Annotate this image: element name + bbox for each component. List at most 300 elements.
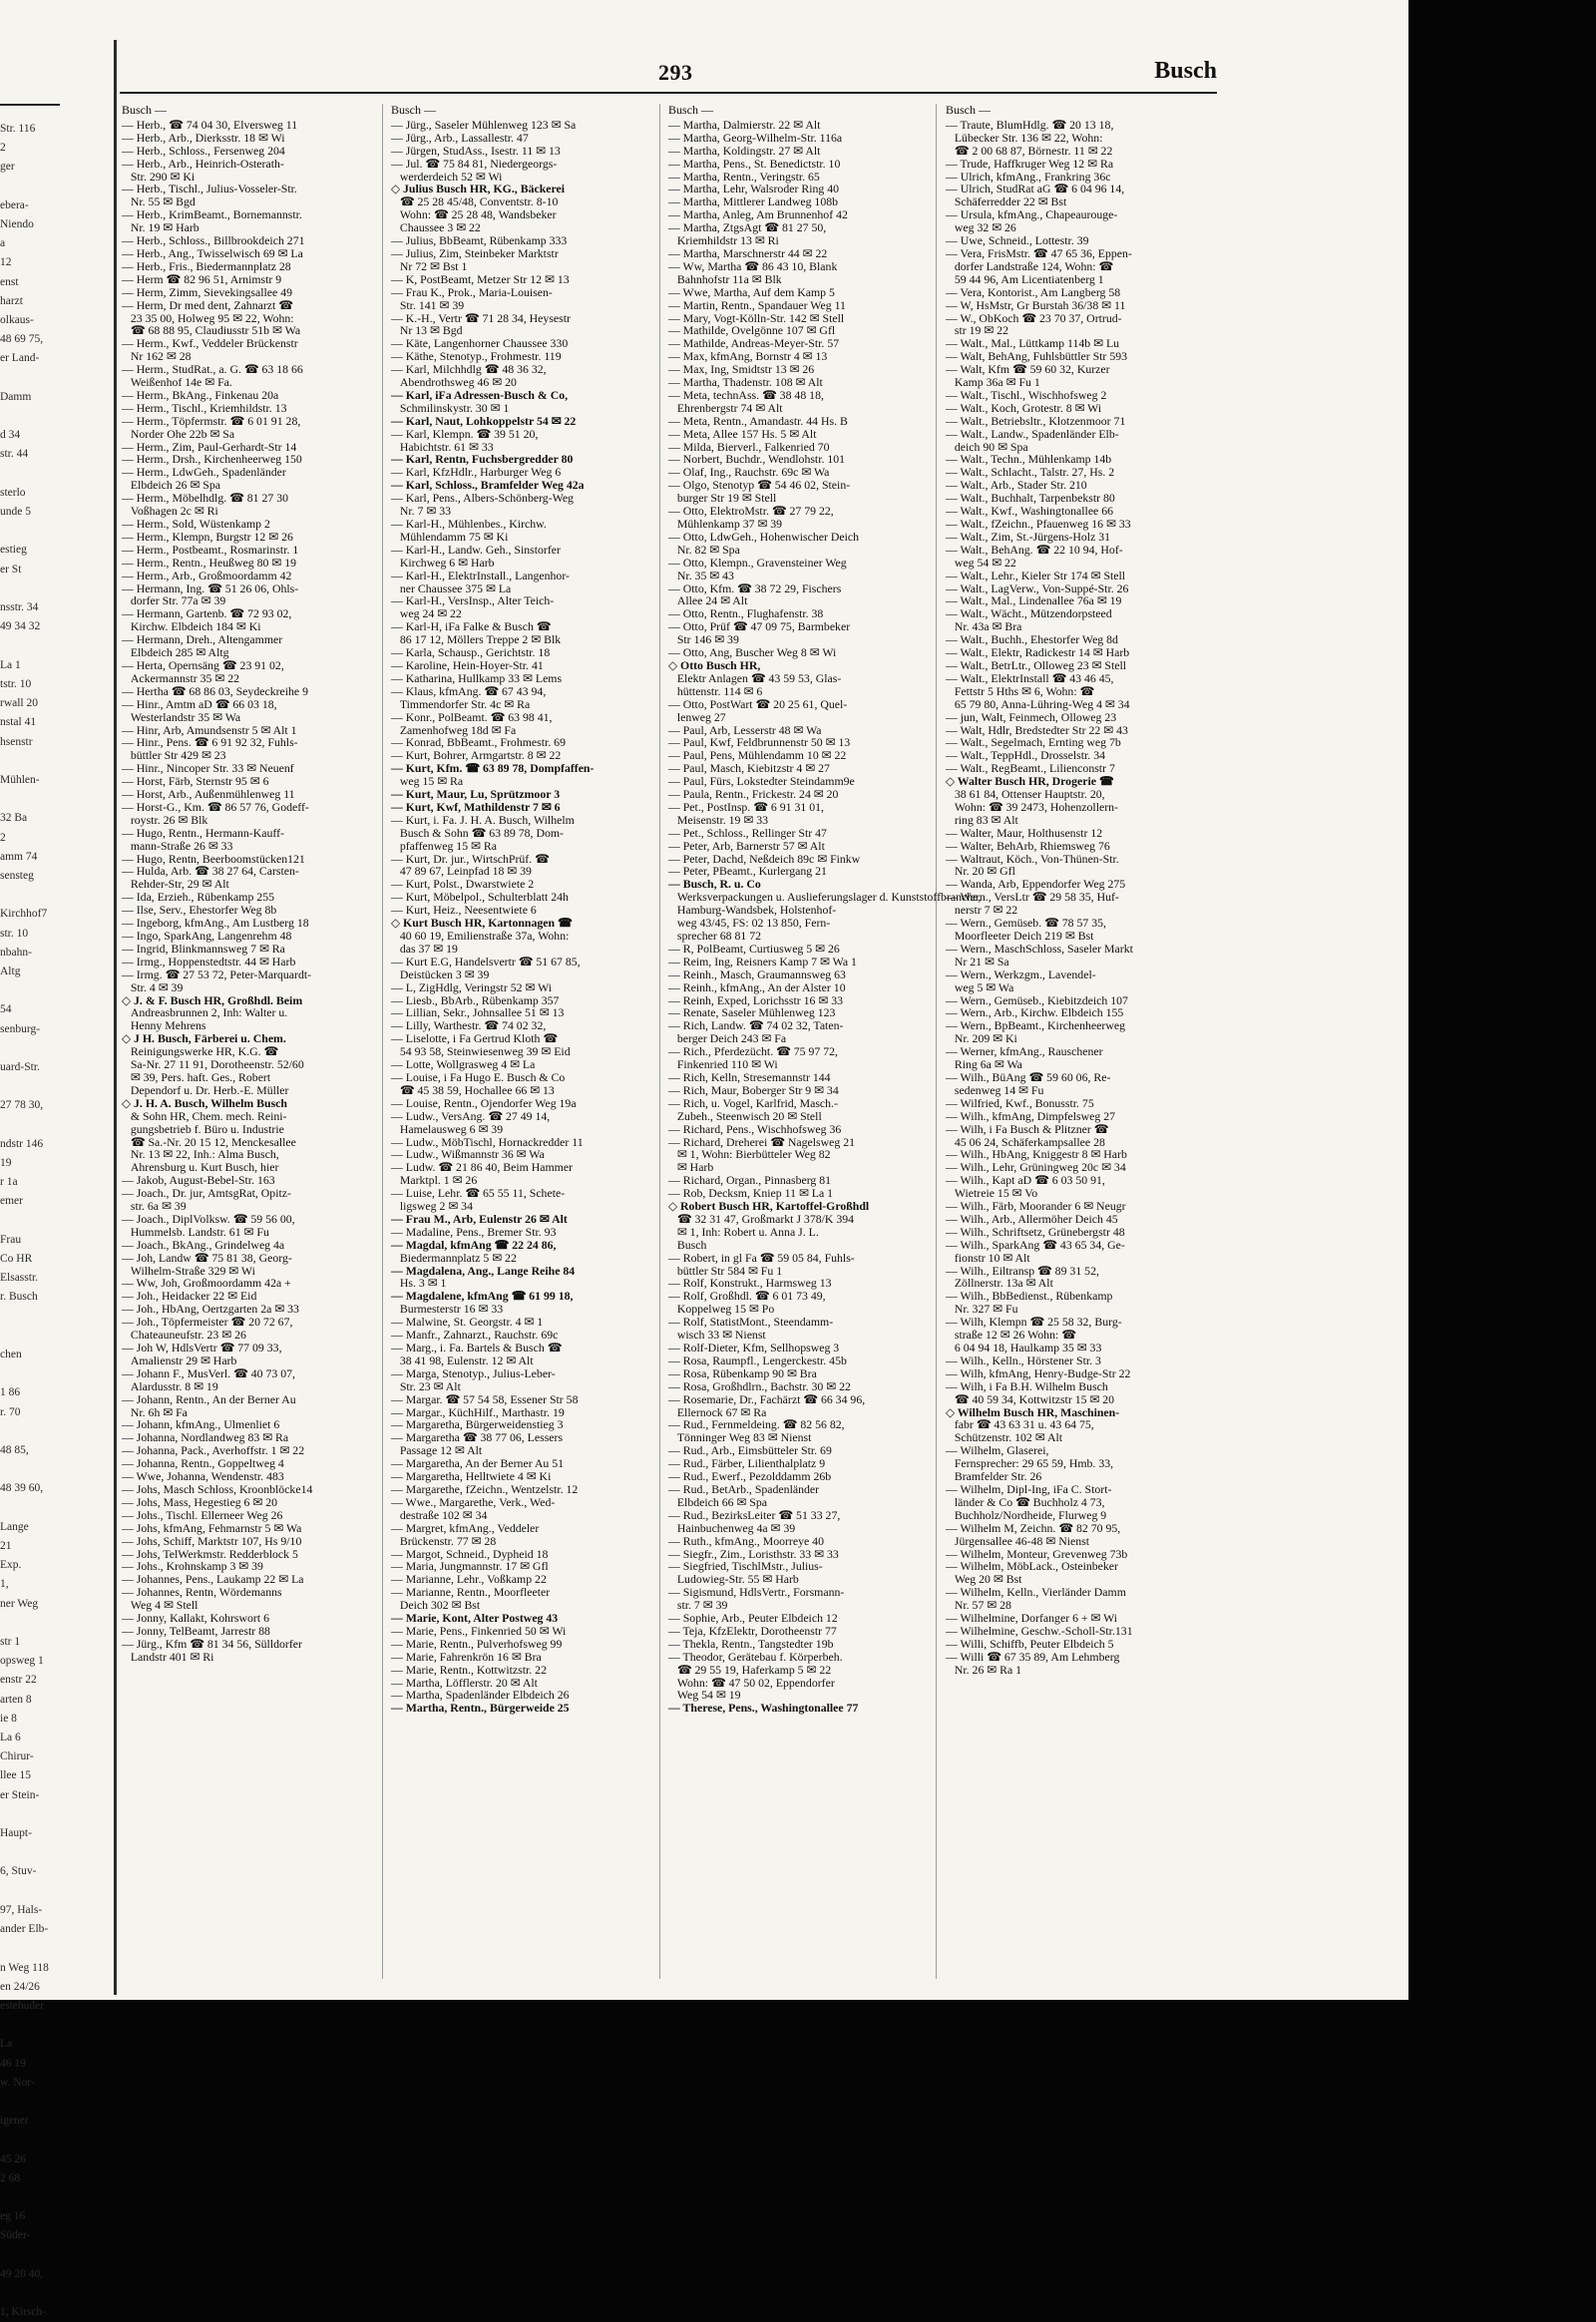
entry-continuation: fabr ☎ 43 63 31 u. 43 64 75,: [946, 1417, 1094, 1432]
previous-page-fragment: unde 5: [0, 506, 31, 519]
directory-entry: — Hinr., Amtm aD ☎ 66 03 18,: [122, 696, 277, 711]
directory-entry: — Martin, Rentn., Spandauer Weg 11: [668, 297, 846, 312]
previous-page-fragment: La 1: [0, 658, 21, 671]
previous-page-fragment: Frau: [0, 1233, 22, 1246]
directory-entry: — Wilh., kfmAng, Dimpfelsweg 27: [946, 1108, 1116, 1123]
directory-entry: — Luise, Lehr. ☎ 65 55 11, Schete-: [391, 1186, 566, 1201]
directory-entry: — Wilfried, Kwf., Bonusstr. 75: [946, 1095, 1094, 1110]
previous-page-fragment: senburg-: [0, 1022, 41, 1035]
entry-continuation: berger Deich 243 ✉ Fa: [668, 1031, 787, 1046]
previous-page-fragment: [0, 1805, 112, 1824]
directory-entry: — Wern., Gemüseb., Kiebitzdeich 107: [946, 992, 1128, 1007]
directory-entry: — Kurt, Polst., Dwarstwiete 2: [391, 877, 535, 892]
entry-continuation: Weißenhof 14e ✉ Fa.: [122, 375, 232, 390]
directory-entry: — Marianne, Lehr., Voßkamp 22: [391, 1572, 547, 1587]
entry-continuation: ✉ 39, Pers. haft. Ges., Robert: [122, 1069, 271, 1084]
previous-page-fragment: Chirur-: [0, 1750, 34, 1763]
previous-page-fragment: [0, 1422, 112, 1441]
directory-entry: — L, ZigHdlg, Veringstr 52 ✉ Wi: [391, 979, 553, 994]
directory-entry: — Rud., Fernmeldeing. ☎ 82 56 82,: [668, 1417, 845, 1432]
previous-page-fragment: Elsasstr.: [0, 1272, 39, 1285]
previous-page-text: [0, 120, 112, 2322]
directory-entry: — Joh, Landw ☎ 75 81 38, Georg-: [122, 1250, 292, 1265]
entry-continuation: str 19 ✉ 22: [946, 323, 1008, 338]
running-head: Busch: [1154, 58, 1217, 84]
directory-entry: — Martha, Lehr, Walsroder Ring 40: [668, 182, 840, 196]
directory-entry: — Johannes, Pens., Laukamp 22 ✉ La: [122, 1572, 304, 1587]
directory-entry: — Karl, Naut, Lohkoppelstr 54 ✉ 22: [391, 413, 577, 428]
directory-entry: ◇ Wilhelm Busch HR, Maschinen-: [946, 1404, 1120, 1419]
directory-entry: — Käthe, Stenotyp., Frohmestr. 119: [391, 349, 562, 364]
entry-continuation: weg 5 ✉ Wa: [946, 979, 1014, 994]
directory-entry: — Karl, Pens., Albers-Schönberg-Weg: [391, 491, 574, 506]
previous-page-fragment: ie 8: [0, 1712, 17, 1725]
directory-entry: — Magdalene, kfmAng ☎ 61 99 18,: [391, 1289, 574, 1304]
directory-entry: — Karl, KfzHdlr., Harburger Weg 6: [391, 465, 562, 480]
directory-entry: — Marie, Pens., Finkenried 50 ✉ Wi: [391, 1623, 567, 1638]
entry-continuation: Andreasbrunnen 2, Inh: Walter u.: [122, 1005, 288, 1020]
directory-entry: — Walter, Maur, Holthusenstr 12: [946, 825, 1103, 840]
previous-page-fragment: [0, 981, 112, 1000]
previous-page-fragment: 21: [0, 1540, 12, 1553]
previous-page-fragment: [0, 1364, 112, 1383]
entry-continuation: Weg 54 ✉ 19: [668, 1688, 741, 1703]
previous-page-fragment: nbahn-: [0, 946, 32, 959]
entry-continuation: Zöllnerstr. 13a ✉ Alt: [946, 1276, 1053, 1291]
entry-continuation: Finkenried 110 ✉ Wi: [668, 1057, 778, 1072]
directory-entry: — Joach., Dr. jur, AmtsgRat, Opitz-: [122, 1186, 291, 1201]
directory-entry: — Herm., Möbelhdlg. ☎ 81 27 30: [122, 491, 289, 506]
directory-entry: — Rosa, Großhdlrn., Bachstr. 30 ✉ 22: [668, 1378, 851, 1393]
directory-entry: — Jürg., Arb., Lassallestr. 47: [391, 130, 529, 145]
directory-entry: — Walt, Kfm ☎ 59 60 32, Kurzer: [946, 362, 1110, 377]
directory-entry: — Herm., Postbeamt., Rosmarinstr. 1: [122, 542, 299, 557]
directory-entry: — Martha, Thadenstr. 108 ✉ Alt: [668, 375, 823, 390]
entry-continuation: Koppelweg 15 ✉ Po: [668, 1302, 775, 1317]
entry-continuation: werderdeich 52 ✉ Wi: [391, 169, 503, 184]
entry-continuation: sedenweg 14 ✉ Fu: [946, 1082, 1044, 1097]
directory-entry: — Herb., Ang., Twisselwisch 69 ✉ La: [122, 245, 303, 260]
previous-page-fragment: olkaus-: [0, 314, 34, 327]
entry-continuation: deich 90 ✉ Spa: [946, 439, 1028, 454]
directory-entry: — Ludw. ☎ 21 86 40, Beim Hammer: [391, 1160, 574, 1175]
entry-continuation: Elektr Anlagen ☎ 43 59 53, Glas-: [668, 670, 842, 685]
entry-continuation: Weg 20 ✉ Bst: [946, 1572, 1022, 1587]
directory-entry: — Otto, Kfm. ☎ 38 72 29, Fischers: [668, 580, 842, 595]
previous-page-fragment: str. 44: [0, 448, 29, 461]
directory-entry: — Herb., Arb., Heinrich-Osterath-: [122, 156, 284, 171]
entry-continuation: Str 146 ✉ 39: [668, 632, 739, 647]
previous-page-fragment: 2 68: [0, 2171, 21, 2184]
directory-entry: — Herm, Dr med dent, Zahnarzt ☎: [122, 297, 293, 312]
previous-page-fragment: sensteg: [0, 869, 34, 882]
previous-page-fragment: Altg: [0, 965, 21, 977]
directory-column-4: [946, 104, 1207, 1979]
directory-entry: — Joach., DiplVolksw. ☎ 59 56 00,: [122, 1211, 295, 1226]
entry-continuation: Ellernock 67 ✉ Ra: [668, 1404, 767, 1419]
directory-entry: — Walt., BehAng. ☎ 22 10 94, Hof-: [946, 542, 1123, 557]
directory-entry: — Liesb., BbArb., Rübenkamp 357: [391, 992, 560, 1007]
directory-entry: — Teja, KfzElektr, Dorotheenstr 77: [668, 1623, 837, 1638]
directory-entry: — Herb., KrimBeamt., Bornemannstr.: [122, 207, 302, 222]
directory-entry: — Karla, Schausp., Gerichtstr. 18: [391, 645, 551, 660]
entry-continuation: ☎ 45 38 59, Hochallee 66 ✉ 13: [391, 1082, 555, 1097]
directory-entry: — Paul, Fürs, Lokstedter Steindamm9e: [668, 774, 855, 789]
directory-entry: — Wilh., Eiltransp ☎ 89 31 52,: [946, 1263, 1099, 1278]
entry-continuation: Bahnhofstr 11a ✉ Blk: [668, 271, 782, 286]
directory-entry: — Wilh, kfmAng, Henry-Budge-Str 22: [946, 1365, 1131, 1380]
previous-page-fragment: estieg: [0, 544, 27, 557]
entry-continuation: Wohn: ☎ 47 50 02, Eppendorfer: [668, 1675, 835, 1690]
directory-entry: — Rich, u. Vogel, Karlfrid, Masch.-: [668, 1095, 838, 1110]
directory-entry: — Martha, Spadenländer Elbdeich 26: [391, 1688, 570, 1703]
directory-entry: — Herb., Schloss., Billbrookdeich 271: [122, 233, 305, 248]
entry-list: [946, 119, 1207, 1677]
entry-continuation: 45 06 24, Schäferkampsallee 28: [946, 1134, 1105, 1149]
entry-continuation: Norder Ohe 22b ✉ Sa: [122, 426, 235, 441]
directory-entry: — Ingo, SparkAng, Langenrehm 48: [122, 929, 292, 943]
directory-entry: — Walt., Lehr., Kieler Str 174 ✉ Stell: [946, 568, 1126, 582]
previous-page-fragment: nsstr. 34: [0, 601, 39, 614]
directory-entry: — Martha, Mittlerer Landweg 108b: [668, 194, 839, 209]
directory-entry: — Wilh., Schriftsetz, Grünebergstr 48: [946, 1224, 1125, 1239]
previous-page-fragment: str. 10: [0, 927, 29, 940]
entry-continuation: Nr 72 ✉ Bst 1: [391, 258, 468, 273]
directory-entry: — Pet., Schloss., Rellinger Str 47: [668, 825, 827, 840]
entry-continuation: Nr. 7 ✉ 33: [391, 504, 452, 519]
previous-page-fragment: [0, 1116, 112, 1135]
entry-continuation: Schäferredder 22 ✉ Bst: [946, 194, 1067, 209]
directory-entry: — Walt., Mal., Lindenallee 76a ✉ 19: [946, 593, 1122, 608]
previous-page-fragment: [0, 1882, 112, 1901]
directory-entry: — Wilhelmine, Dorfanger 6 + ✉ Wi: [946, 1611, 1118, 1626]
entry-continuation: Nr. 13 ✉ 22, Inh.: Alma Busch,: [122, 1147, 279, 1162]
directory-entry: — Herm., BkAng., Finkenau 20a: [122, 387, 279, 402]
directory-entry: — Herm, Zimm, Sievekingsallee 49: [122, 284, 293, 299]
entry-continuation: lenweg 27: [668, 709, 726, 724]
previous-page-fragment: 6, Stuv-: [0, 1865, 37, 1878]
previous-page-fragment: 27 78 30,: [0, 1099, 44, 1112]
previous-page-fragment: [0, 522, 112, 541]
entry-continuation: 54 93 58, Steinwiesenweg 39 ✉ Eid: [391, 1044, 571, 1059]
entry-continuation: Sa-Nr. 27 11 91, Dorotheenstr. 52/60: [122, 1057, 304, 1072]
directory-entry: — Konrad, BbBeamt., Frohmestr. 69: [391, 735, 566, 750]
directory-entry: — Karl, Rentn, Fuchsbergredder 80: [391, 452, 574, 467]
directory-entry: — Wilh., Arb., Allermöher Deich 45: [946, 1211, 1118, 1226]
entry-list: [391, 119, 652, 1715]
entry-continuation: Bramfelder Str. 26: [946, 1469, 1042, 1484]
directory-entry: — Margot, Schneid., Dypheid 18: [391, 1546, 549, 1561]
directory-entry: — Margar., KüchHilf., Marthastr. 19: [391, 1404, 565, 1419]
previous-page-rule: [0, 104, 60, 106]
directory-entry: — Mary, Vogt-Kölln-Str. 142 ✉ Stell: [668, 310, 845, 325]
previous-page-fragment: r. Busch: [0, 1291, 38, 1304]
entry-continuation: weg 24 ✉ 22: [391, 606, 462, 621]
previous-page-fragment: [0, 1614, 112, 1633]
directory-entry: — Walt., Koch, Grotestr. 8 ✉ Wi: [946, 400, 1102, 415]
entry-continuation: Habichtstr. 61 ✉ 33: [391, 439, 494, 454]
directory-entry: — Uwe, Schneid., Lottestr. 39: [946, 233, 1089, 248]
directory-entry: — Martha, ZtgsAgt ☎ 81 27 50,: [668, 220, 827, 235]
directory-entry: — Paul, Kwf, Feldbrunnenstr 50 ✉ 13: [668, 735, 851, 750]
previous-page-fragment: [0, 178, 112, 196]
directory-entry: — Kurt, Dr. jur., WirtschPrüf. ☎: [391, 851, 550, 866]
directory-entry: — Martha, Rentn., Bürgerweide 25: [391, 1701, 570, 1716]
entry-continuation: weg 54 ✉ 22: [946, 555, 1016, 570]
entry-continuation: sprecher 68 81 72: [668, 929, 762, 943]
directory-entry: — Walt., Zim, St.-Jürgens-Holz 31: [946, 529, 1111, 544]
directory-entry: — Lilly, Warthestr. ☎ 74 02 32,: [391, 1018, 547, 1033]
entry-continuation: 23 35 00, Holweg 95 ✉ 22, Wohn:: [122, 310, 294, 325]
directory-entry: — Johanna, Nordlandweg 83 ✉ Ra: [122, 1430, 289, 1445]
entry-continuation: gungsbetrieb f. Büro u. Industrie: [122, 1121, 284, 1136]
directory-entry: — Sophie, Arb., Peuter Elbdeich 12: [668, 1611, 838, 1626]
directory-entry: — Wern., BpBeamt., Kirchenheerweg: [946, 1018, 1125, 1033]
entry-continuation: Ackermannstr 35 ✉ 22: [122, 670, 239, 685]
entry-continuation: Nr. 327 ✉ Fu: [946, 1302, 1018, 1317]
entry-continuation: Zubeh., Steenwisch 20 ✉ Stell: [668, 1108, 822, 1123]
directory-entry: — Johann, Rentn., An der Berner Au: [122, 1391, 296, 1406]
directory-entry: — Walt., Kwf., Washingtonallee 66: [946, 504, 1114, 519]
previous-page-fragment: 1, Kirsch-: [0, 2306, 46, 2319]
directory-entry: — Malwine, St. Georgstr. 4 ✉ 1: [391, 1315, 544, 1330]
directory-entry: — Hertha ☎ 68 86 03, Seydeckreihe 9: [122, 683, 309, 698]
previous-page-fragment: 2: [0, 142, 6, 155]
previous-page-fragment: str 1: [0, 1636, 21, 1649]
entry-continuation: Kirchweg 6 ✉ Harb: [391, 555, 495, 570]
previous-page-fragment: 48 39 60,: [0, 1482, 44, 1495]
previous-page-fragment: [0, 1039, 112, 1058]
directory-entry: — R, PolBeamt, Curtiusweg 5 ✉ 26: [668, 941, 840, 956]
entry-continuation: Elbdeich 66 ✉ Spa: [668, 1494, 768, 1509]
directory-entry: — Walt., Arb., Stader Str. 210: [946, 478, 1087, 493]
directory-entry: — Wilh, i Fa B.H. Wilhelm Busch: [946, 1378, 1108, 1393]
directory-entry: — Ida, Erzieh., Rübenkamp 255: [122, 890, 274, 905]
directory-entry: — Joh., HbAng, Oertzgarten 2a ✉ 33: [122, 1302, 299, 1317]
directory-entry: — Wern., Arb., Kirchw. Elbdeich 155: [946, 1005, 1124, 1020]
previous-page-fragment: 1 86: [0, 1386, 21, 1399]
directory-entry: — Otto, Rentn., Flughafenstr. 38: [668, 606, 824, 621]
directory-entry: — Wilh., BüAng ☎ 59 60 06, Re-: [946, 1069, 1111, 1084]
entry-continuation: Ludowieg-Str. 55 ✉ Harb: [668, 1572, 799, 1587]
entry-continuation: str. 7 ✉ 39: [668, 1598, 728, 1613]
previous-page-fragment: Haupt-: [0, 1827, 32, 1840]
directory-entry: — Wern., MaschSchloss, Saseler Markt: [946, 941, 1133, 956]
directory-entry: — Ruth., kfmAng., Moorreye 40: [668, 1533, 824, 1548]
entry-continuation: Chateauneufstr. 23 ✉ 26: [122, 1328, 246, 1343]
entry-continuation: das 37 ✉ 19: [391, 941, 458, 956]
directory-entry: — Wilh, Klempn ☎ 25 58 32, Burg-: [946, 1315, 1122, 1330]
directory-entry: — Herb., Schloss., Fersenweg 204: [122, 143, 285, 158]
directory-entry: — Wwe, Johanna, Wendenstr. 483: [122, 1469, 284, 1484]
directory-entry: — Traute, BlumHdlg. ☎ 20 13 18,: [946, 117, 1114, 132]
previous-page-fragment: d 34: [0, 429, 21, 442]
entry-continuation: Abendrothsweg 46 ✉ 20: [391, 375, 517, 390]
directory-entry: — Wwe, Martha, Auf dem Kamp 5: [668, 284, 835, 299]
directory-entry: — Martha, Dalmierstr. 22 ✉ Alt: [668, 117, 821, 132]
entry-continuation: ligsweg 2 ✉ 34: [391, 1199, 473, 1214]
entry-continuation: weg 15 ✉ Ra: [391, 774, 464, 789]
page-number: 293: [658, 60, 693, 85]
directory-entry: — Walt., Buchh., Ehestorfer Weg 8d: [946, 632, 1118, 647]
previous-page-fragment: ner Weg: [0, 1597, 39, 1610]
entry-continuation: 86 17 12, Möllers Treppe 2 ✉ Blk: [391, 632, 562, 647]
entry-continuation: Kirchw. Elbdeich 184 ✉ Ki: [122, 619, 261, 634]
previous-page-fragment: er St: [0, 563, 22, 576]
entry-continuation: Nr. 43a ✉ Bra: [946, 619, 1022, 634]
column-head: Busch —: [946, 103, 991, 117]
entry-continuation: hüttenstr. 114 ✉ 6: [668, 683, 763, 698]
directory-entry: — Margarethe, fZeichn., Wentzelstr. 12: [391, 1481, 579, 1496]
directory-entry: — Rich, Kelln, Stresemannstr 144: [668, 1069, 831, 1084]
directory-entry: — Rud., Ewerf., Pezolddamm 26b: [668, 1469, 832, 1484]
directory-entry: — Magdal, kfmAng ☎ 22 24 86,: [391, 1237, 557, 1252]
entry-continuation: Nr. 209 ✉ Ki: [946, 1031, 1017, 1046]
previous-page-fragment: Mühlen-: [0, 773, 40, 786]
entry-continuation: Busch: [668, 1237, 707, 1252]
entry-continuation: Str. 141 ✉ 39: [391, 297, 465, 312]
entry-continuation: Biedermannplatz 5 ✉ 22: [391, 1250, 517, 1265]
previous-page-fragment: chen: [0, 1349, 22, 1360]
directory-entry: — Katharina, Hullkamp 33 ✉ Lems: [391, 670, 563, 685]
previous-page-fragment: 32 Ba: [0, 812, 28, 825]
entry-continuation: länder & Co ☎ Buchholz 4 73,: [946, 1494, 1105, 1509]
directory-entry: — Herb., Tischl., Julius-Vosseler-Str.: [122, 182, 297, 196]
directory-entry: — Marga, Stenotyp., Julius-Leber-: [391, 1365, 556, 1380]
directory-entry: ◇ J. H. A. Busch, Wilhelm Busch: [122, 1095, 287, 1110]
entry-continuation: büttler Str 584 ✉ Fu 1: [668, 1263, 783, 1278]
directory-entry: — Maria, Jungmannstr. 17 ✉ Gfl: [391, 1559, 549, 1574]
previous-page-fragment: er Land-: [0, 352, 40, 365]
directory-entry: — Karl-H., Landw. Geh., Sinstorfer: [391, 542, 561, 557]
entry-continuation: Weg 4 ✉ Stell: [122, 1598, 199, 1613]
entry-continuation: Nr 162 ✉ 28: [122, 349, 192, 364]
directory-entry: — Wilh., HbAng, Kniggestr 8 ✉ Harb: [946, 1147, 1127, 1162]
entry-continuation: Voßhagen 2c ✉ Ri: [122, 504, 218, 519]
directory-entry: — Louise, Rentn., Ojendorfer Weg 19a: [391, 1095, 577, 1110]
previous-page-fragment: [0, 1308, 112, 1327]
previous-page-fragment: Süder-: [0, 2229, 31, 2242]
directory-entry: — Horst, Färb, Sternstr 95 ✉ 6: [122, 774, 269, 789]
directory-entry: — Wilhelm, Glaserei,: [946, 1443, 1049, 1458]
directory-entry: — Ilse, Serv., Ehestorfer Weg 8b: [122, 903, 277, 918]
directory-entry: — Otto, Prüf ☎ 47 09 75, Barmbeker: [668, 619, 851, 634]
previous-page-fragment: igener: [0, 2115, 29, 2128]
directory-entry: — Wanda, Arb, Eppendorfer Weg 275: [946, 877, 1126, 892]
entry-continuation: Str. 4 ✉ 39: [122, 979, 184, 994]
directory-entry: — Richard, Pens., Wischhofsweg 36: [668, 1121, 842, 1136]
previous-page-fragment: tstr. 10: [0, 677, 32, 690]
entry-continuation: ☎ 25 28 45/48, Conventstr. 8-10: [391, 194, 559, 209]
directory-entry: — Joh., Töpfermeister ☎ 20 72 67,: [122, 1315, 293, 1330]
previous-page-fragment: La: [0, 2038, 13, 2051]
previous-page-fragment: 19: [0, 1156, 12, 1169]
directory-entry: — Herm., Töpfermstr. ☎ 6 01 91 28,: [122, 413, 301, 428]
directory-entry: — Martha, Rentn., Veringstr. 65: [668, 169, 820, 184]
previous-page-edge: [0, 120, 112, 2319]
directory-entry: — Herm., Kwf., Veddeler Brückenstr: [122, 336, 298, 351]
entry-continuation: Nr. 55 ✉ Bgd: [122, 194, 196, 209]
directory-column-1: [122, 104, 383, 1979]
directory-entry: — Kurt, Kwf, Mathildenstr 7 ✉ 6: [391, 799, 561, 814]
entry-continuation: 40 60 19, Emilienstraße 37a, Wohn:: [391, 929, 570, 943]
directory-entry: — Olaf, Ing., Rauchstr. 69c ✉ Wa: [668, 465, 830, 480]
directory-entry: — Reim, Ing, Reisners Kamp 7 ✉ Wa 1: [668, 954, 857, 968]
directory-entry: — Horst-G., Km. ☎ 86 57 76, Godeff-: [122, 799, 309, 814]
entry-continuation: Nr. 19 ✉ Harb: [122, 220, 200, 235]
previous-page-fragment: [0, 465, 112, 484]
directory-entry: ◇ Julius Busch HR, KG., Bäckerei: [391, 182, 566, 196]
directory-entry: — Hinr., Nincoper Str. 33 ✉ Neuenf: [122, 761, 294, 776]
directory-entry: — Rolf, StatistMont., Steendamm-: [668, 1315, 834, 1330]
directory-entry: — Klaus, kfmAng. ☎ 67 43 94,: [391, 683, 547, 698]
entry-continuation: Hamburg-Wandsbek, Holstenhof-: [668, 903, 837, 918]
directory-entry: — Rud., BezirksLeiter ☎ 51 33 27,: [668, 1507, 841, 1522]
directory-entry: — K, PostBeamt, Metzer Str 12 ✉ 13: [391, 271, 570, 286]
previous-page-fragment: [0, 2130, 112, 2149]
previous-page-fragment: harzt: [0, 294, 23, 307]
previous-page-fragment: 48 69 75,: [0, 333, 44, 346]
previous-page-fragment: r. 70: [0, 1405, 21, 1418]
entry-continuation: Nr. 82 ✉ Spa: [668, 542, 740, 557]
directory-entry: — Reinh, Exped, Lorichsstr 16 ✉ 33: [668, 992, 844, 1007]
entry-continuation: Hainbuchenweg 4a ✉ 39: [668, 1520, 796, 1535]
entry-continuation: & Sohn HR, Chem. mech. Reini-: [122, 1108, 287, 1123]
previous-page-fragment: 12: [0, 256, 12, 269]
entry-continuation: Timmendorfer Str. 4c ✉ Ra: [391, 696, 531, 711]
directory-entry: ◇ Kurt Busch HR, Kartonnagen ☎: [391, 916, 573, 931]
directory-entry: — Therese, Pens., Washingtonallee 77: [668, 1701, 859, 1716]
directory-entry: — Herm., Arb., Großmoordamm 42: [122, 568, 292, 582]
directory-entry: — W, HsMstr, Gr Burstah 36/38 ✉ 11: [946, 297, 1126, 312]
directory-entry: — Margret, kfmAng., Veddeler: [391, 1520, 540, 1535]
entry-continuation: Nr 21 ✉ Sa: [946, 954, 1009, 968]
directory-entry: ◇ Robert Busch HR, Kartoffel-Großhdl: [668, 1199, 870, 1214]
directory-entry: — Karoline, Hein-Hoyer-Str. 41: [391, 657, 544, 672]
entry-continuation: Elbdeich 285 ✉ Altg: [122, 645, 229, 660]
directory-entry: — Paul, Arb, Lesserstr 48 ✉ Wa: [668, 722, 822, 737]
directory-entry: — Meta, technAss. ☎ 38 48 18,: [668, 387, 824, 402]
entry-continuation: Deich 302 ✉ Bst: [391, 1598, 481, 1613]
directory-entry: — Rud., Färber, Lilienthalplatz 9: [668, 1456, 826, 1471]
directory-entry: — Liselotte, i Fa Gertrud Kloth ☎: [391, 1031, 559, 1046]
directory-entry: — Karl, iFa Adressen-Busch & Co,: [391, 387, 569, 402]
directory-entry: — Kurt, i. Fa. J. H. A. Busch, Wilhelm: [391, 812, 575, 827]
entry-continuation: ☎ 2 00 68 87, Börnestr. 11 ✉ 22: [946, 143, 1113, 158]
entry-continuation: Str. 290 ✉ Ki: [122, 169, 196, 184]
directory-entry: — Kurt, Bohrer, Armgartstr. 8 ✉ 22: [391, 748, 562, 763]
directory-entry: — Julius, BbBeamt, Rübenkamp 333: [391, 233, 568, 248]
previous-page-fragment: [0, 2016, 112, 2035]
directory-entry: — Herm., Sold, Wüstenkamp 2: [122, 517, 270, 531]
previous-page-fragment: [0, 790, 112, 809]
directory-entry: — Jürg., Kfm ☎ 81 34 56, Sülldorfer: [122, 1636, 302, 1651]
directory-entry: — Frau M., Arb, Eulenstr 26 ✉ Alt: [391, 1211, 568, 1226]
previous-page-fragment: [0, 752, 112, 771]
directory-entry: — Ludw., Wißmannstr 36 ✉ Wa: [391, 1147, 545, 1162]
directory-entry: — Johann, kfmAng., Ulmenliet 6: [122, 1417, 280, 1432]
previous-page-fragment: 45 26: [0, 2152, 26, 2165]
entry-continuation: 38 61 84, Ottenser Hauptstr. 20,: [946, 787, 1105, 802]
entry-continuation: Nr. 35 ✉ 43: [668, 568, 734, 582]
entry-continuation: dorfer Landstraße 124, Wohn: ☎: [946, 258, 1114, 273]
directory-entry: — Ulrich, kfmAng., Frankring 36c: [946, 169, 1111, 184]
entry-continuation: büttler Str 429 ✉ 23: [122, 748, 226, 763]
directory-entry: — Hulda, Arb. ☎ 38 27 64, Carsten-: [122, 864, 299, 879]
directory-entry: — Mathilde, Ovelgönne 107 ✉ Gfl: [668, 323, 836, 338]
directory-entry: — Ingrid, Blinkmannsweg 7 ✉ Ra: [122, 941, 285, 956]
directory-entry: — Trude, Haffkruger Weg 12 ✉ Ra: [946, 156, 1114, 171]
